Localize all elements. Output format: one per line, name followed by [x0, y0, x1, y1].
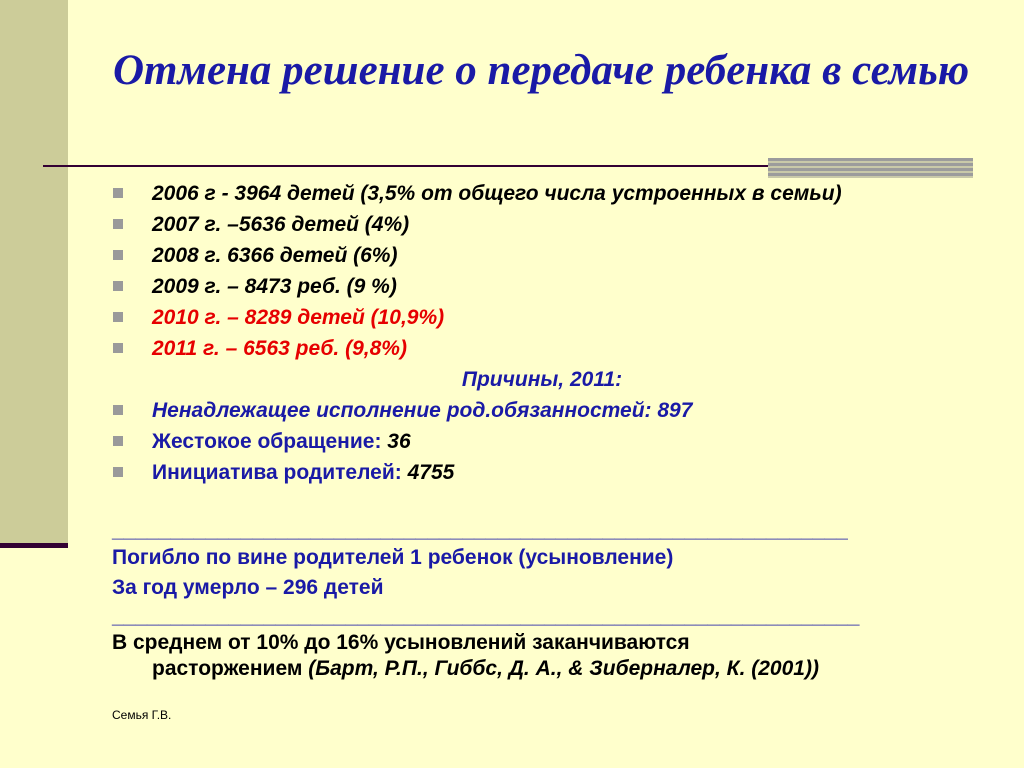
- reason-label: Жестокое обращение:: [152, 430, 388, 453]
- reason-label: Инициатива родителей:: [152, 461, 408, 484]
- reason-item-parent-initiative: [112, 460, 972, 485]
- left-accent-bar-foot: [0, 543, 68, 548]
- square-bullet-icon: [113, 467, 123, 477]
- divider-ornament: [768, 158, 973, 178]
- stat-item-2006: [112, 181, 972, 206]
- summary-citation: (Барт, Р.П., Гиббс, Д. А., & Зиберналер, К. (2001)): [308, 657, 819, 680]
- left-accent-bar: [0, 0, 68, 543]
- death-line-2: За год умерло – 296 детей: [112, 576, 384, 599]
- slide-body: [112, 181, 972, 485]
- square-bullet-icon: [113, 436, 123, 446]
- stat-item-2010: [112, 305, 972, 330]
- summary-paragraph: [112, 630, 972, 682]
- slide-footer: Семья Г.В.: [112, 708, 172, 722]
- square-bullet-icon: [113, 405, 123, 415]
- summary-line-1: В среднем от 10% до 16% усыновлений заканчиваются: [112, 631, 690, 654]
- death-line-1: Погибло по вине родителей 1 ребенок (усыновление): [112, 546, 674, 569]
- slide-title: Отмена решение о передаче ребенка в семью: [113, 47, 970, 94]
- stat-text: 2009 г. – 8473 реб. (9 %): [152, 275, 397, 298]
- separator-line-2: ________________________________________________________________: [112, 605, 860, 628]
- stat-text: 2007 г. –5636 детей (4%): [152, 213, 410, 236]
- summary-text-2: расторжением: [152, 657, 309, 680]
- reason-label: Ненадлежащее исполнение род.обязанностей: 897: [152, 399, 693, 422]
- square-bullet-icon: [113, 188, 123, 198]
- stat-text: 2008 г. 6366 детей (6%): [152, 244, 398, 267]
- stat-item-2008: [112, 243, 972, 268]
- stat-item-2009: [112, 274, 972, 299]
- reason-value: 36: [387, 430, 411, 453]
- reason-value: 4755: [407, 461, 455, 484]
- square-bullet-icon: [113, 219, 123, 229]
- reasons-heading: Причины, 2011:: [461, 368, 623, 391]
- square-bullet-icon: [113, 250, 123, 260]
- square-bullet-icon: [113, 343, 123, 353]
- separator-line-1: _______________________________________________________________: [112, 519, 848, 542]
- stat-item-2011: [112, 336, 972, 361]
- stat-text: 2010 г. – 8289 детей (10,9%): [152, 306, 445, 329]
- square-bullet-icon: [113, 281, 123, 291]
- stat-item-2007: [112, 212, 972, 237]
- square-bullet-icon: [113, 312, 123, 322]
- stat-text: 2011 г. – 6563 реб. (9,8%): [152, 337, 407, 360]
- stat-text: 2006 г - 3964 детей (3,5% от общего числа устроенных в семьи): [152, 182, 842, 205]
- summary-line-2: [112, 656, 972, 682]
- reason-item-abuse: [112, 429, 972, 454]
- reason-item-neglect: [112, 398, 972, 423]
